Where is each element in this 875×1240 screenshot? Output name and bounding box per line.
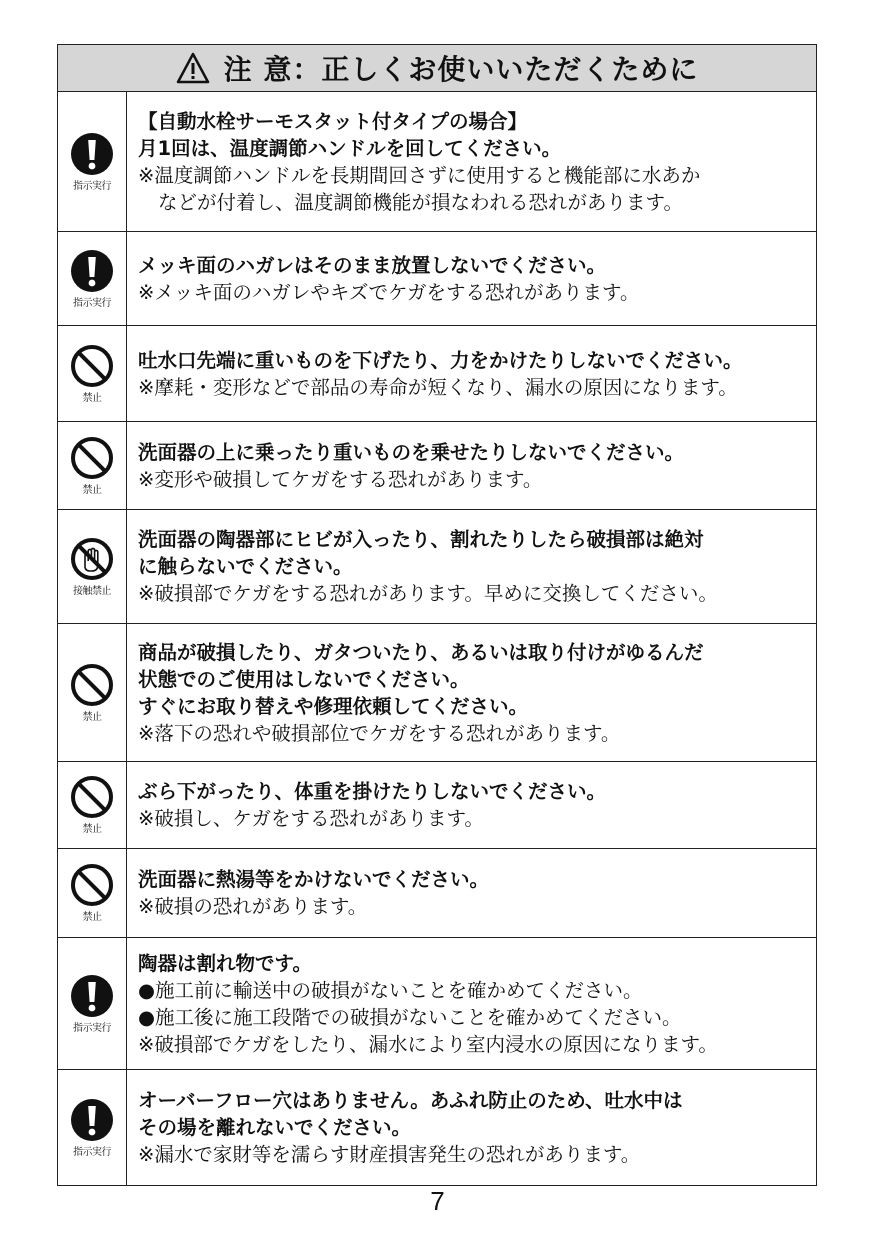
text-line: 商品が破損したり、ガタついたり、あるいは取り付けがゆるんだ xyxy=(138,640,704,664)
row-text xyxy=(127,849,816,937)
instruction-icon xyxy=(70,132,114,176)
caution-table xyxy=(57,44,817,1186)
text-line: 月1回は、温度調節ハンドルを回してください。 xyxy=(138,136,562,160)
prohibition-icon xyxy=(70,863,114,907)
icon-cell xyxy=(58,326,127,421)
text-line: その場を離れないでください。 xyxy=(138,1116,412,1139)
icon-label: 接触禁止 xyxy=(73,585,111,597)
text-line: ※変形や破損してケガをする恐れがあります。 xyxy=(138,467,543,491)
text-line: に触らないでください。 xyxy=(138,555,353,578)
text-line: ※破損部でケガをする恐れがあります。早めに交換してください。 xyxy=(138,582,718,605)
icon-cell xyxy=(58,849,127,937)
header-title: 注 意：正しくお使いいただくために xyxy=(223,53,699,86)
text-line: ※破損部でケガをしたり、漏水により室内浸水の原因になります。 xyxy=(138,1032,718,1056)
icon-cell xyxy=(58,1070,127,1185)
caution-row xyxy=(58,232,816,326)
warning-triangle-icon xyxy=(176,52,210,84)
text-line: オーバーフロー穴はありません。あふれ防止のため、吐水中は xyxy=(138,1089,683,1112)
text-line: 洗面器に熱湯等をかけないでください。 xyxy=(138,868,490,891)
row-text xyxy=(127,762,816,848)
text-line: 陶器は割れ物です。 xyxy=(138,951,312,975)
instruction-icon xyxy=(70,249,114,293)
text-line: 洗面器の陶器部にヒビが入ったり、割れたりしたら破損部は絶対 xyxy=(138,528,704,551)
caution-row xyxy=(58,849,816,938)
row-text xyxy=(127,1070,816,1185)
text-line: 状態でのご使用はしないでください。 xyxy=(138,667,470,691)
text-line: ※温度調節ハンドルを長期間回さずに使用すると機能部に水あか xyxy=(138,163,701,187)
prohibition-icon xyxy=(70,775,114,819)
text-line: ※漏水で家財等を濡らす財産損害発生の恐れがあります。 xyxy=(138,1143,641,1166)
icon-cell xyxy=(58,510,127,623)
caution-header xyxy=(58,45,816,92)
row-text xyxy=(127,624,816,761)
text-line: ●施工前に輸送中の破損がないことを確かめてください。 xyxy=(138,978,643,1002)
caution-row xyxy=(58,624,816,762)
text-line: すぐにお取り替えや修理依頼してください。 xyxy=(138,694,529,718)
row-text xyxy=(127,510,816,623)
prohibition-icon xyxy=(70,663,114,707)
icon-cell xyxy=(58,92,127,231)
caution-row xyxy=(58,1070,816,1185)
instruction-icon xyxy=(70,1098,114,1142)
icon-cell xyxy=(58,938,127,1069)
row-text xyxy=(127,92,816,231)
caution-row xyxy=(58,510,816,624)
icon-cell xyxy=(58,422,127,509)
caution-row xyxy=(58,938,816,1070)
icon-label: 指示実行 xyxy=(73,180,111,192)
text-line: ※メッキ面のハガレやキズでケガをする恐れがあります。 xyxy=(138,280,640,304)
icon-label: 禁止 xyxy=(82,484,102,496)
row-text xyxy=(127,232,816,325)
text-line: ●施工後に施工段階での破損がないことを確かめてください。 xyxy=(138,1005,682,1029)
icon-cell xyxy=(58,624,127,761)
text-line: ※落下の恐れや破損部位でケガをする恐れがあります。 xyxy=(138,721,621,745)
row-text xyxy=(127,326,816,421)
row-text xyxy=(127,422,816,509)
text-line: などが付着し、温度調節機能が損なわれる恐れがあります。 xyxy=(158,190,683,214)
text-line: メッキ面のハガレはそのまま放置しないでください。 xyxy=(138,253,607,277)
icon-label: 禁止 xyxy=(82,392,102,404)
prohibition-icon xyxy=(70,344,114,388)
icon-cell xyxy=(58,762,127,848)
caution-row xyxy=(58,422,816,510)
icon-label: 指示実行 xyxy=(73,297,111,309)
caution-row xyxy=(58,92,816,232)
text-line: 吐水口先端に重いものを下げたり、力をかけたりしないでください。 xyxy=(138,348,743,372)
text-line: ※破損し、ケガをする恐れがあります。 xyxy=(138,807,484,830)
caution-row xyxy=(58,326,816,422)
text-line: ※摩耗・変形などで部品の寿命が短くなり、漏水の原因になります。 xyxy=(138,375,738,399)
no-touch-icon xyxy=(70,537,114,581)
text-line: ※破損の恐れがあります。 xyxy=(138,895,368,918)
icon-cell xyxy=(58,232,127,325)
icon-label: 指示実行 xyxy=(73,1022,111,1034)
text-line: 【自動水栓サーモスタット付タイプの場合】 xyxy=(138,109,528,133)
icon-label: 禁止 xyxy=(82,711,102,723)
prohibition-icon xyxy=(70,436,114,480)
icon-label: 禁止 xyxy=(82,824,102,835)
page-number: 7 xyxy=(430,1186,445,1216)
text-line: 洗面器の上に乗ったり重いものを乗せたりしないでください。 xyxy=(138,440,685,464)
caution-row xyxy=(58,762,816,849)
instruction-icon xyxy=(70,974,114,1018)
icon-label: 指示実行 xyxy=(73,1146,111,1158)
text-line: ぶら下がったり、体重を掛けたりしないでください。 xyxy=(138,780,607,803)
row-text xyxy=(127,938,816,1069)
icon-label: 禁止 xyxy=(82,912,102,923)
